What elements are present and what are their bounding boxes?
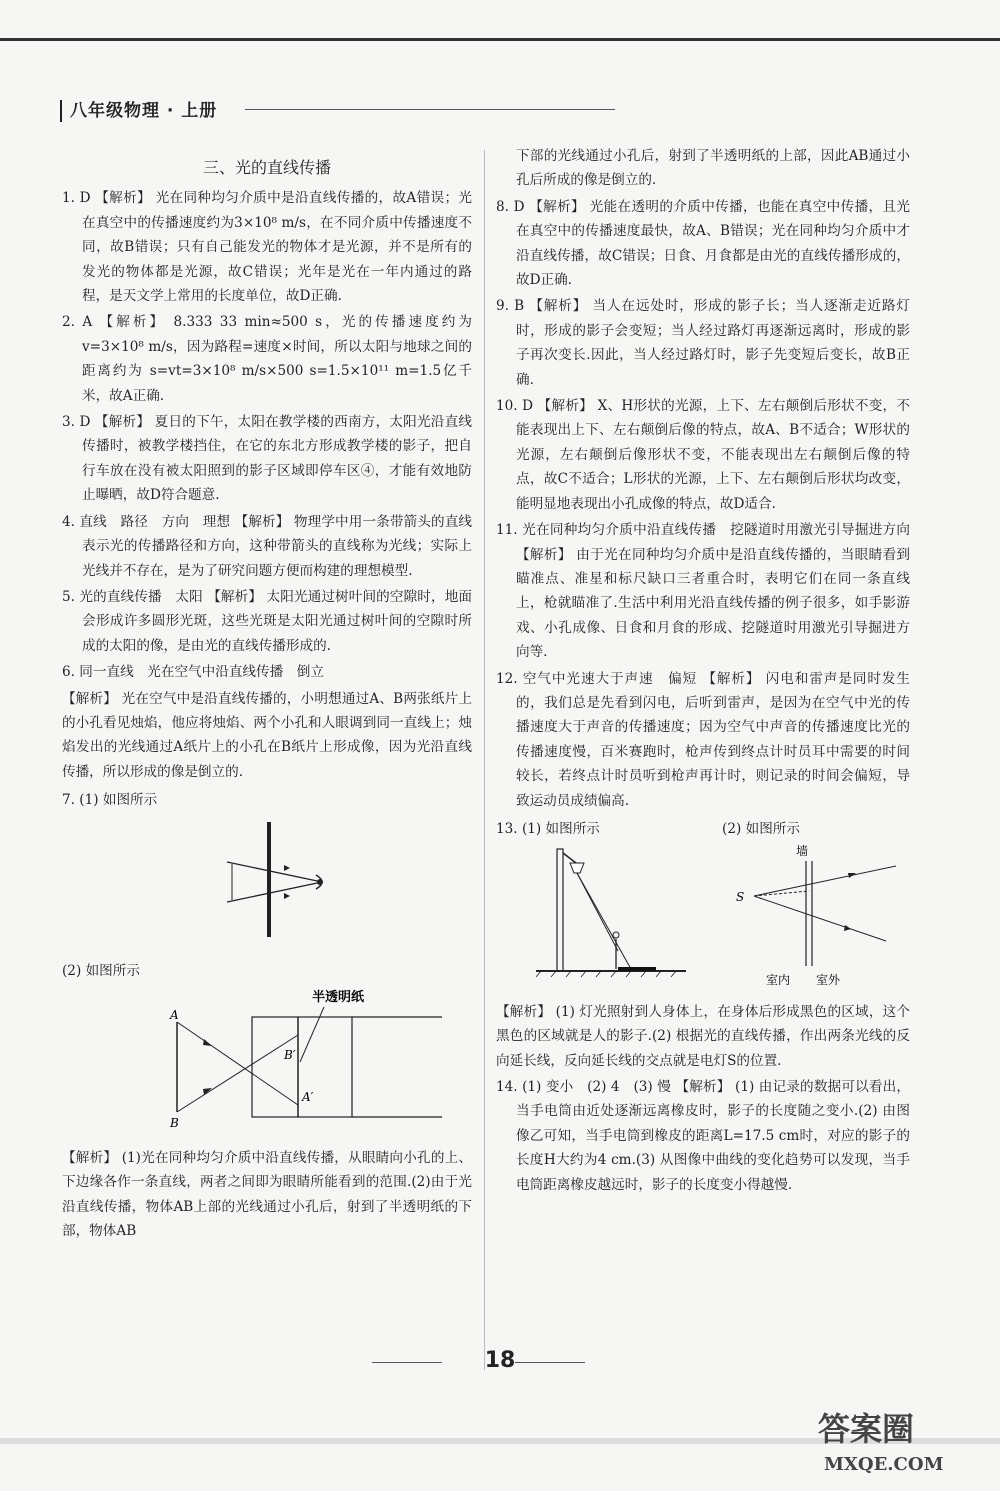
page-number: 18: [484, 1348, 516, 1373]
figure-13: [496, 841, 910, 991]
label-B: B: [170, 1116, 179, 1131]
label-translucent-paper: 半透明纸: [312, 990, 365, 1006]
page-header: [60, 96, 217, 122]
label-S: S: [736, 890, 745, 905]
item-7-label-2: (2) 如图所示: [62, 962, 140, 979]
header-title: 八年级物理 · 上册: [70, 101, 218, 121]
logo-url: MXQE.COM: [824, 1454, 944, 1475]
label-indoor: 室内: [766, 973, 791, 988]
top-rule: [0, 38, 1000, 41]
site-logo: [810, 1400, 980, 1480]
answer-item-11: 11. 光在同种均匀介质中沿直线传播 挖隧道时用激光引导掘进方向 【解析】 由于光在同种均匀介质中是沿直线传播的，当眼睛看到瞄准点、准星和标尺缺口三者重合时，表明它们在同一条直线上，枪就瞄准了.生活中利用光沿直线传播的例子很多，如手影游戏、小孔成像、日食和月食的形成、挖隧道时用激光引导掘进方向等.: [496, 522, 910, 661]
figure-7-1: [62, 817, 472, 947]
figure-7-2: [62, 987, 472, 1137]
answer-item-13-analysis: 【解析】 (1) 灯光照射到人身体上，在身体后形成黑色的区域，这个黑色的区域就是人的影子.(2) 根据光的直线传播，作出两条光线的反向延长线，反向延长线的交点就是电灯S的位置.: [496, 1003, 910, 1069]
answer-item-10: 10. D 【解析】 X、H形状的光源，上下、左右颠倒后形状不变，不能表现出上下、左右颠倒后像的特点，故A、B不适合；W形状的光源，左右颠倒后像形状不变，不能表现出左右颠倒后像的特点，故C不适合；L形状的光源，上下、左右颠倒后形状均改变，能明显地表现出小孔成像的特点，故D适合.: [496, 398, 910, 512]
logo-text: 答案圈: [818, 1410, 915, 1448]
column-divider: [484, 150, 485, 1370]
answer-item-7-analysis: 【解析】 (1)光在同种均匀介质中沿直线传播，从眼睛向小孔的上、下边缘各作一条直线，两者之间即为眼睛所能看到的范围.(2)由于光沿直线传播，物体AB上部的光线通过小孔后，射到了半透明纸的下部，物体AB: [62, 1149, 472, 1239]
answer-item-5: 5. 光的直线传播 太阳 【解析】 太阳光通过树叶间的空隙时，地面会形成许多圆形光斑，这些光斑是太阳光通过树叶间的空隙时所成的太阳的像，是由光的直线传播形成的.: [62, 588, 472, 654]
answer-item-1: 1. D 【解析】 光在同种均匀介质中是沿直线传播的，故A错误；光在真空中的传播速度约为3×10⁸ m/s，在不同介质中传播速度不同，故B错误；只有自己能发光的物体才是光源，并不是所有的发光的物体都是光源，故C错误；光年是光在一年内通过的路程，是天文学上常用的长度单位，故D正确.: [62, 190, 472, 305]
answer-item-3: 3. D 【解析】 夏日的下午，太阳在教学楼的西南方，太阳光沿直线传播时，被教学楼挡住，在它的东北方形成教学楼的影子，把自行车放在没有被太阳照到的影子区域即停车区④，才能有效地防止曝晒，故D符合题意.: [62, 414, 472, 504]
right-column: [496, 144, 910, 1199]
item-7-label-1: 7. (1) 如图所示: [62, 792, 158, 809]
section-title: 三、光的直线传播: [202, 158, 331, 177]
label-wall: 墙: [796, 844, 809, 859]
answer-item-12: 12. 空气中光速大于声速 偏短 【解析】 闪电和雷声是同时发生的，我们总是先看到闪电，后听到雷声，是因为在空气中光的传播速度大于声音的传播速度；因为空气中声音的传播速度比光的传播速度慢，百米赛跑时，枪声传到终点计时员耳中需要的时间较长，若终点计时员听到枪声再计时，则记录的时间会偏短，导致运动员成绩偏高.: [496, 670, 910, 809]
answer-item-6-analysis: 【解析】 光在空气中是沿直线传播的，小明想通过A、B两张纸片上的小孔看见烛焰，他应将烛焰、两个小孔和人眼调到同一直线上；烛焰发出的光线通过A纸片上的小孔在B纸片上形成像，因为光沿直线传播，所以形成的像是倒立的.: [62, 690, 472, 780]
left-column: [62, 150, 472, 1245]
label-A: A: [170, 1008, 179, 1023]
header-rule: [245, 109, 615, 110]
label-A-prime: A′: [302, 1090, 314, 1105]
answer-item-8: 8. D 【解析】 光能在透明的介质中传播，也能在真空中传播，且光在真空中的传播速度最快，故A、B错误；光在同种均匀介质中才沿直线传播，故C错误；日食、月食都是由光的直线传播形成的，故D正确.: [496, 198, 910, 289]
answer-item-9: 9. B 【解析】 当人在远处时，形成的影子长；当人逐渐走近路灯时，形成的影子会变短；当人经过路灯再逐渐远离时，形成的影子再次变长.因此，当人经过路灯时，影子先变短后变长，故B正确.: [496, 298, 910, 388]
header-bar: [60, 100, 62, 122]
label-B-prime: B′: [284, 1048, 296, 1063]
answer-item-2: 2. A 【解析】 8.333 33 min≈500 s，光的传播速度约为v=3×10⁸ m/s，因为路程=速度×时间，所以太阳与地球之间的距离约为 s=vt=3×10⁸ m/s×500 s=1.5×10¹¹ m=1.5亿千米，故A正确.: [62, 314, 472, 404]
item-13-label-2: (2) 如图所示: [722, 820, 800, 837]
answer-item-4: 4. 直线 路径 方向 理想 【解析】 物理学中用一条带箭头的直线表示光的传播路径和方向，这种带箭头的直线称为光线；实际上光线并不存在，是为了研究问题方便而构建的理想模型.: [62, 513, 472, 579]
answer-item-7-continued: 下部的光线通过小孔后，射到了半透明纸的上部，因此AB通过小孔后所成的像是倒立的.: [516, 148, 910, 189]
page-number-rule-right: [515, 1362, 585, 1363]
answer-item-6: 6. 同一直线 光在空气中沿直线传播 倒立: [62, 664, 324, 681]
answer-item-14: 14. (1) 变小 (2) 4 (3) 慢 【解析】 (1) 由记录的数据可以看出，当手电筒由近处逐渐远离橡皮时，影子的长度随之变小.(2) 由图像乙可知，当手电筒到橡皮的距离L=17.5 cm时，对应的影子的长度H大约为4 cm.(3) 从图像中曲线的变化趋势可以发现，当手电筒距离橡皮越远时，影子的长度变小得越慢.: [496, 1079, 910, 1193]
item-13-label-1: 13. (1) 如图所示: [496, 820, 600, 837]
label-outdoor: 室外: [816, 973, 841, 988]
